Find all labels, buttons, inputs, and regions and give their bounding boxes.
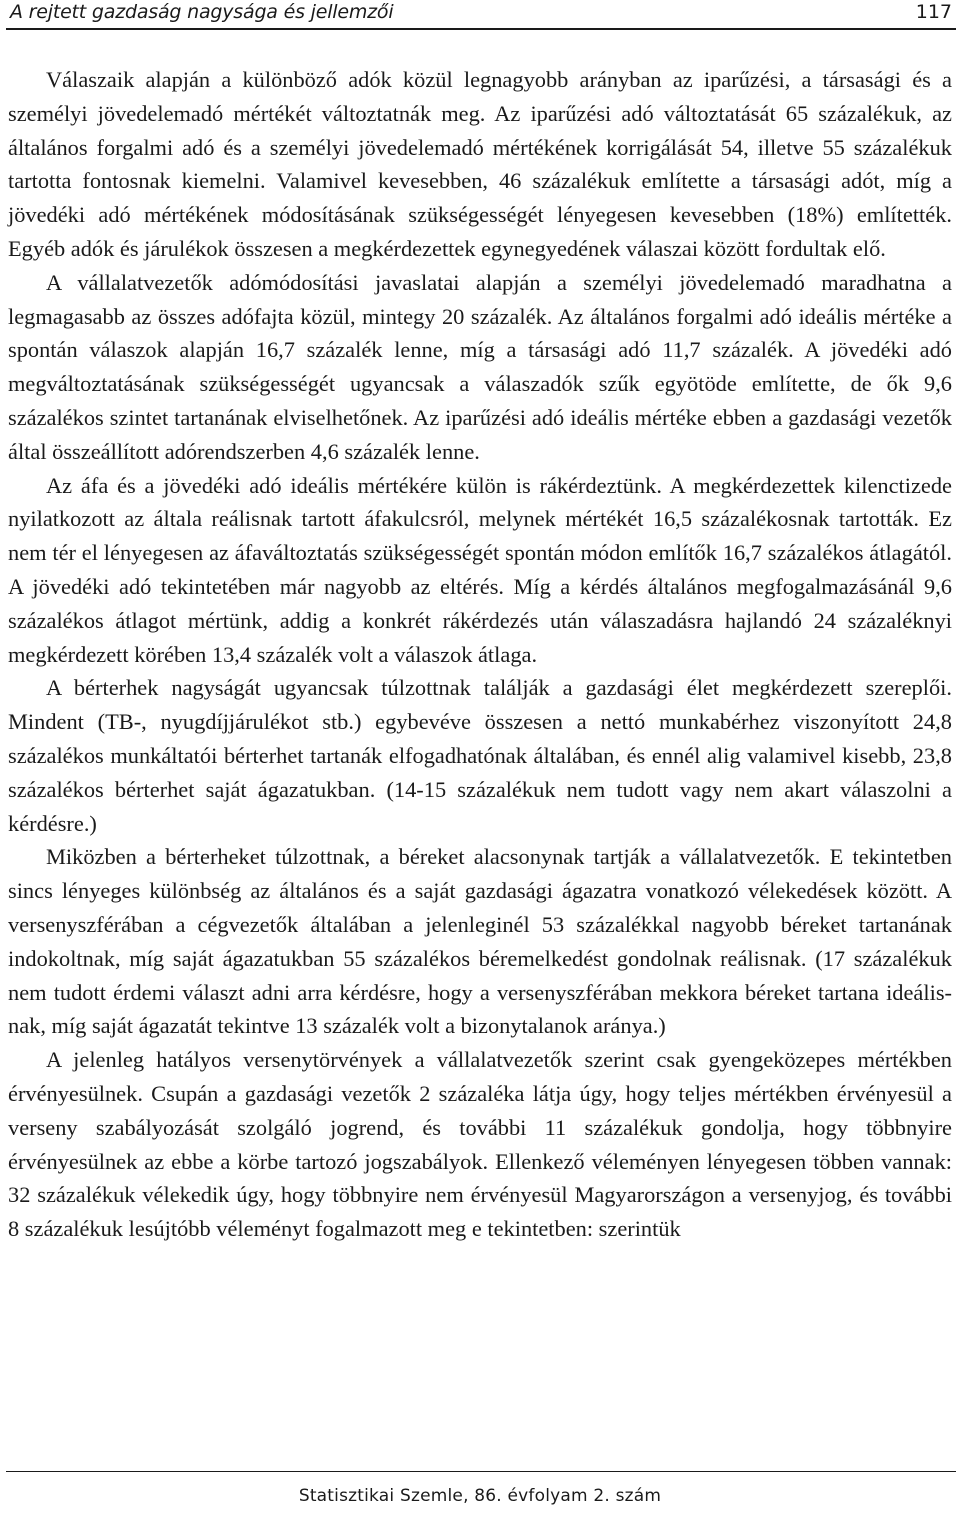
journal-footer: Statisztikai Szemle, 86. évfolyam 2. szám [298, 1486, 662, 1506]
paragraph-1: Válaszaik alapján a különböző adók közül legnagyobb arányban az iparűzési, a társasági és a személyi jövedelemadó mértékét változtatnák meg. Az iparűzési adó változtatását 65 százalékuk, az általános forgalmi adó és a személyi jövedelemadó mértékének korrigálását 54, illetve 55 százalékuk tartotta fontosnak kiemelni. Valamivel kevesebben, 46 százalékuk említette a társasági adót, míg a jövedéki adó mértékének módosításának szükségességét lényegesen kevesebben (18%) említették. Egyéb adók és járulékok összesen a megkérdezettek egynegyedének válaszai között fordultak elő. [8, 67, 952, 261]
paragraph-5: Miközben a bérterheket túlzottnak, a béreket alacsonynak tartják a vállalatvezetők. E tekintetben sincs lényeges különbség az általános és a saját gazdasági ágazatra vonatkozó vélekedések között. A versenyszférában a cégvezetők általában a jelenleginél 53 százalékkal nagyobb béreket tartanának indokoltnak, míg saját ágazatukban 55 százalékos béremelkedést gondolnak reálisnak. (17 százalékuk nem tudott érdemi választ adni arra kérdésre, hogy a versenyszférában mekkora béreket tartana ideálisnak, míg saját ágazatát tekintve 13 százalék volt a bizonytalanok aránya.) [8, 844, 952, 1039]
page-number: 117 [915, 1, 952, 23]
paragraph-4: A bérterhek nagyságát ugyancsak túlzottnak találják a gazdasági élet megkérdezett szereplői. Mindent (TB-, nyugdíjjárulékot stb.) egybevéve összesen a nettó munkabérhez viszonyított 24,8 százalékos munkáltatói bérterhet tartanák elfogadhatónak általában, és ennél alig valamivel kisebb, 23,8 százalékos bérterhet saját ágazatukban. (14-15 százalékuk nem tudott vagy nem akart válaszolni a kérdésre.) [8, 675, 952, 836]
article-body [8, 63, 952, 1246]
footer-divider [6, 1471, 956, 1472]
running-header [6, 0, 956, 30]
paragraph-2: A vállalatvezetők adómódosítási javaslatai alapján a személyi jövedelemadó maradhatna a legmagasabb az összes adófajta közül, mintegy 20 százalék. Az általános forgalmi adó ideális mértéke a spontán válaszok alapján 16,7 százalék lenne, míg a társasági adó 11,7 százalék. A jövedéki adó megváltoztatásának szükségességét ugyancsak a válaszadók szűk egyötöde említette, de ők 9,6 százalékos szintet tartanának elviselhetőnek. Az iparűzési adó ideális mértéke ebben a gazdasági vezetők által összeállított adórendszerben 4,6 százalék lenne. [8, 269, 952, 464]
paragraph-3: Az áfa és a jövedéki adó ideális mértékére külön is rákérdeztünk. A megkérdezettek kilenctizede nyilatkozott az általa reálisnak tartott áfakulcsról, melynek mértékét 16,5 százalékosnak tartották. Ez nem tér el lényegesen az áfaváltoztatás szükségességét spontán módon említők 16,7 százalékos átlagától. A jövedéki adó tekintetében már nagyobb az eltérés. Míg a kérdés általános megfogalmazásánál 9,6 százalékos átlagot mértünk, addig a konkrét rákérdezés után válaszadásra hajlandó 24 százaléknyi megkérdezett körében 13,4 százalék volt a válaszok átlaga. [8, 472, 952, 667]
paragraph-6: A jelenleg hatályos versenytörvények a vállalatvezetők szerint csak gyengeközepes mértékben érvényesülnek. Csupán a gazdasági vezetők 2 százaléka látja úgy, hogy teljes mértékben érvényesül a verseny szabályozását szolgáló jogrend, és további 11 százalékuk gondolja, hogy többnyire érvényesülnek az ebbe a körbe tartozó jogszabályok. Ellenkező véleményen lényegesen többen vannak: 32 százalékuk vélekedik úgy, hogy többnyire nem érvényesül Magyarországon a versenyjog, és további 8 százalékuk lesújtóbb véleményt fogalmazott meg e tekintetben: szerintük [8, 1047, 952, 1242]
running-header-title: A rejtett gazdaság nagysága és jellemzői [10, 1, 394, 23]
